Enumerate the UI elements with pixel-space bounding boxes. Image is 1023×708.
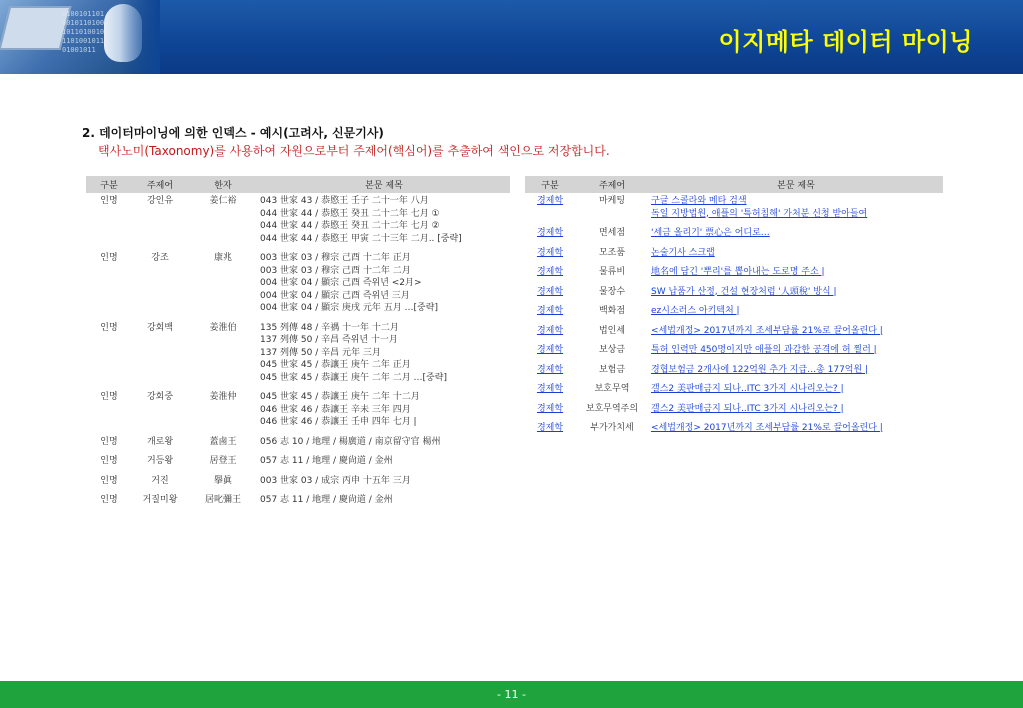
row-subject: 면세점	[598, 228, 626, 238]
row-type-cell	[525, 420, 575, 440]
row-titles	[258, 492, 510, 512]
row-subject: 모조품	[598, 247, 626, 258]
row-type-cell	[525, 401, 575, 421]
row-titles	[649, 193, 943, 225]
title-line: 137 列傳 50 / 辛昌 元年 三月	[260, 347, 381, 358]
row-type-cell	[525, 362, 575, 382]
economics-index-table	[525, 176, 943, 440]
article-link[interactable]: 독일 지방법원, 애플의 '특허침해' 가처분 신청 받아들여	[651, 208, 868, 219]
title-line: 004 世家 04 / 顯宗 庚戌 元年 五月 …[중략]	[260, 303, 438, 313]
row-titles	[649, 381, 943, 401]
row-titles	[258, 434, 510, 454]
row-type-cell	[525, 342, 575, 362]
column-header-type: 구분	[525, 176, 575, 193]
article-link[interactable]: 경협보험금 2개사에 122억원 추가 지급…총 177억원 |	[651, 364, 869, 375]
category-link[interactable]: 경제학	[536, 228, 564, 238]
row-titles	[649, 342, 943, 362]
title-line: 046 世家 46 / 恭讓王 壬申 四年 七月 |	[260, 417, 417, 427]
row-subject: 마케팅	[598, 196, 626, 206]
table-row	[86, 193, 510, 250]
row-subject: 거진	[151, 475, 169, 486]
table-row	[86, 492, 510, 512]
title-line: 137 列傳 50 / 辛昌 즉위년 十一月	[260, 335, 398, 345]
row-type: 인명	[100, 495, 118, 505]
row-subject: 강회백	[146, 322, 174, 333]
table-row	[525, 401, 943, 421]
page-title: 이지메타 데이터 마이닝	[718, 28, 973, 56]
row-subject: 거등왕	[146, 456, 174, 466]
row-type: 인명	[100, 456, 118, 466]
table-row	[525, 245, 943, 265]
row-type-cell	[525, 323, 575, 343]
article-link[interactable]: SW 납품가 산정, 건설 현장처럼 '人頭稅' 방식 |	[651, 286, 837, 297]
article-link[interactable]: <세법개정> 2017년까지 조세부담률 21%로 끌어올린다 |	[651, 325, 883, 336]
page-number: - 11 -	[497, 688, 526, 701]
row-titles	[649, 284, 943, 304]
row-subject: 물류비	[598, 267, 626, 277]
row-titles	[649, 401, 943, 421]
row-type-cell	[525, 193, 575, 225]
article-link[interactable]: 갤스2 美판매금지 되나..ITC 3가지 시나리오는? |	[651, 403, 844, 414]
row-subject: 부가가치세	[590, 423, 634, 433]
article-link[interactable]: ez시소러스 아키텍처 |	[651, 306, 740, 316]
title-line: 044 世家 44 / 恭愍王 癸丑 二十二年 七月 ②	[260, 221, 440, 231]
title-line: 004 世家 04 / 顯宗 己酉 즉위년 <2月>	[260, 278, 422, 288]
row-type-cell	[525, 284, 575, 304]
row-titles	[649, 225, 943, 245]
column-header-type: 구분	[86, 176, 132, 193]
title-line: 043 世家 43 / 恭愍王 壬子 二十一年 八月	[260, 196, 429, 206]
category-link[interactable]: 경제학	[536, 286, 564, 297]
title-line: 045 世家 45 / 恭讓王 庚午 二年 二月 …[중략]	[260, 372, 447, 383]
row-titles	[649, 303, 943, 323]
row-type: 인명	[100, 322, 118, 333]
row-type: 인명	[100, 196, 118, 206]
table-row	[525, 303, 943, 323]
row-subject: 법인세	[598, 325, 626, 336]
article-link[interactable]: 구글 스콜라와 메타 검색	[651, 196, 747, 206]
footer-bar	[0, 681, 1023, 708]
article-link[interactable]: <세법개정> 2017년까지 조세부담률 21%로 끌어올린다 |	[651, 423, 883, 433]
row-titles	[649, 362, 943, 382]
title-line: 003 世家 03 / 穆宗 己酉 十二年 正月	[260, 253, 411, 263]
table-row	[86, 389, 510, 434]
table-header-row	[525, 176, 943, 193]
title-line: 135 列傳 48 / 辛禑 十一年 十二月	[260, 322, 399, 333]
row-titles	[649, 264, 943, 284]
category-link[interactable]: 경제학	[536, 403, 564, 414]
header-computer-image	[0, 0, 160, 74]
table-row	[86, 453, 510, 473]
row-titles	[258, 250, 510, 320]
title-line: 046 世家 46 / 恭讓王 辛未 三年 四月	[260, 404, 411, 415]
row-type-cell	[525, 303, 575, 323]
table-row	[525, 193, 943, 225]
category-link[interactable]: 경제학	[536, 345, 564, 355]
table-row	[525, 420, 943, 440]
row-subject: 물장수	[598, 286, 626, 297]
row-type-cell	[525, 381, 575, 401]
row-subject: 보호무역	[594, 384, 630, 394]
row-subject: 보험금	[598, 364, 626, 375]
table-row	[525, 264, 943, 284]
row-hanja: 擧眞	[213, 475, 232, 486]
row-hanja: 康兆	[213, 253, 232, 263]
article-link[interactable]: '세금 올리기' 票心은 어디로…	[651, 228, 770, 238]
row-type: 인명	[100, 475, 118, 486]
row-hanja: 姜淮伯	[209, 322, 237, 333]
title-line: 057 志 11 / 地理 / 慶尙道 / 金州	[260, 456, 393, 466]
category-link[interactable]: 경제학	[536, 267, 564, 277]
row-titles	[258, 473, 510, 493]
title-line: 003 世家 03 / 成宗 丙申 十五年 三月	[260, 475, 411, 486]
row-subject: 개로왕	[146, 436, 174, 447]
table-row	[86, 434, 510, 454]
row-subject: 거질미왕	[142, 495, 178, 505]
header-bar	[0, 0, 1023, 74]
row-titles	[258, 193, 510, 250]
row-titles	[649, 323, 943, 343]
row-type: 인명	[100, 253, 118, 263]
category-link[interactable]: 경제학	[536, 423, 564, 433]
title-line: 044 世家 44 / 恭愍王 癸丑 二十二年 七月 ①	[260, 208, 440, 219]
title-line: 003 世家 03 / 穆宗 己酉 十二年 二月	[260, 265, 411, 276]
row-hanja: 居登王	[209, 456, 237, 466]
table-row	[86, 473, 510, 493]
table-row	[525, 225, 943, 245]
row-titles	[649, 420, 943, 440]
article-link[interactable]: 특허 인력만 450명이지만 애플의 과감한 공격에 허 찔러 |	[651, 345, 877, 355]
row-titles	[258, 453, 510, 473]
row-subject: 강조	[151, 253, 169, 263]
row-hanja: 姜淮仲	[209, 392, 237, 402]
table-header-row	[86, 176, 510, 193]
article-link[interactable]: 갤스2 美판매금지 되나..ITC 3가지 시나리오는? |	[651, 384, 844, 394]
binary-digits-decoration: 010010110100101101001011010010110100101101001011	[62, 10, 105, 54]
column-header-hanja: 한자	[188, 176, 258, 193]
table-row	[86, 250, 510, 320]
row-type-cell	[525, 225, 575, 245]
article-link[interactable]: 地名에 담긴 '뿌리'를 뽑아내는 도로명 주소 |	[651, 267, 825, 277]
category-link[interactable]: 경제학	[536, 247, 564, 258]
title-line: 056 志 10 / 地理 / 楊廣道 / 南京留守官 楊州	[260, 436, 441, 447]
category-link[interactable]: 경제학	[536, 325, 564, 336]
title-line: 044 世家 44 / 恭愍王 甲寅 二十三年 二月.. [중략]	[260, 233, 462, 244]
table-row	[525, 381, 943, 401]
row-titles	[649, 245, 943, 265]
row-titles	[258, 320, 510, 390]
table-row	[525, 362, 943, 382]
row-subject: 강인유	[146, 196, 174, 206]
row-titles	[258, 389, 510, 434]
row-type: 인명	[100, 436, 118, 447]
category-link[interactable]: 경제학	[536, 384, 564, 394]
article-link[interactable]: 논술기사 스크랩	[651, 247, 715, 258]
title-line: 045 世家 45 / 恭讓王 庚午 二年 十二月	[260, 392, 420, 402]
title-line: 045 世家 45 / 恭讓王 庚午 二年 正月	[260, 360, 411, 370]
title-line: 004 世家 04 / 顯宗 己酉 즉위년 三月	[260, 290, 410, 301]
row-hanja: 姜仁裕	[209, 196, 237, 206]
row-subject: 보상금	[598, 345, 626, 355]
category-link[interactable]: 경제학	[536, 306, 564, 316]
row-subject: 강회중	[146, 392, 174, 402]
table-row	[86, 320, 510, 390]
title-line: 057 志 11 / 地理 / 慶尙道 / 金州	[260, 495, 393, 505]
column-header-title: 본문 제목	[258, 176, 510, 193]
row-subject: 보호무역주의	[585, 403, 639, 414]
person-index-table	[86, 176, 510, 512]
laptop-icon	[0, 6, 71, 50]
category-link[interactable]: 경제학	[536, 196, 564, 206]
row-type: 인명	[100, 392, 118, 402]
category-link[interactable]: 경제학	[536, 364, 564, 375]
row-hanja: 居叱彌王	[204, 495, 241, 505]
row-hanja: 蓋鹵王	[209, 436, 237, 447]
table-row	[525, 323, 943, 343]
column-header-title: 본문 제목	[649, 176, 943, 193]
row-subject: 백화점	[598, 306, 626, 316]
table-row	[525, 342, 943, 362]
section-heading: 2. 데이터마이닝에 의한 인덱스 - 예시(고려사, 신문기사)	[82, 126, 384, 140]
table-row	[525, 284, 943, 304]
column-header-subject: 주제어	[575, 176, 649, 193]
column-header-subject: 주제어	[132, 176, 188, 193]
row-type-cell	[525, 264, 575, 284]
section-subheading: 택사노미(Taxonomy)를 사용하여 자원으로부터 주제어(핵심어)를 추출하여 색인으로 저장합니다.	[98, 144, 610, 158]
row-type-cell	[525, 245, 575, 265]
